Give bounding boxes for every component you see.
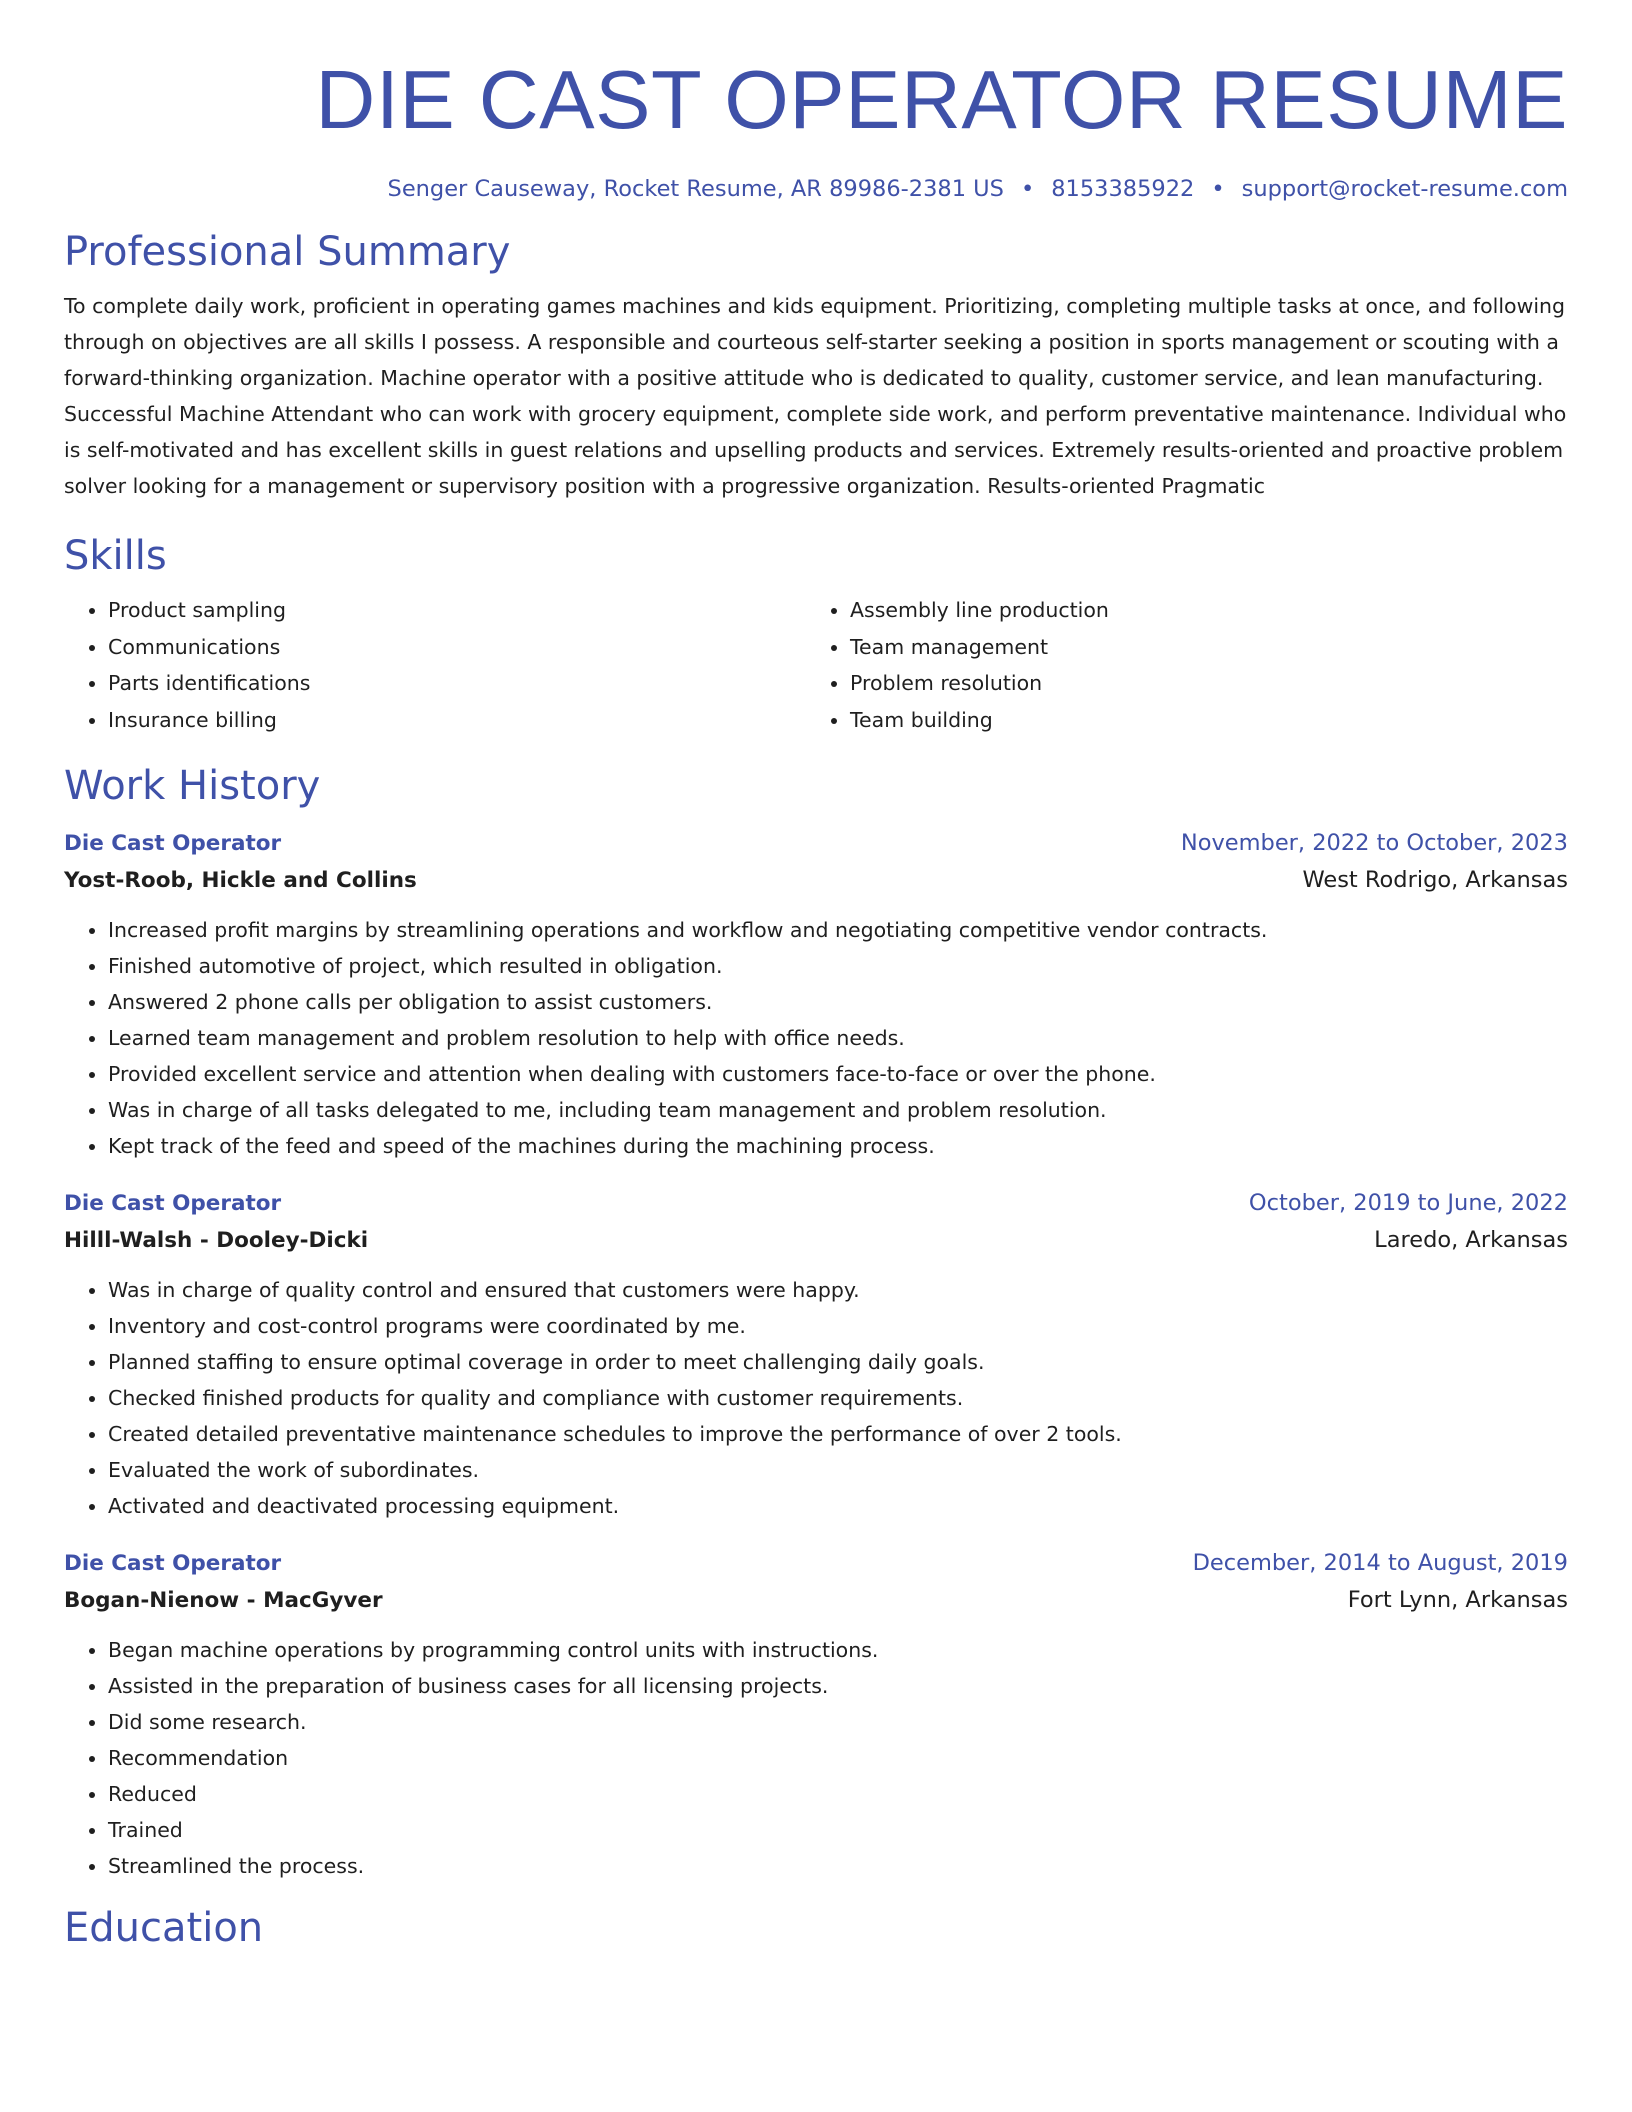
job-employer-row <box>64 1221 1568 1260</box>
job-header-row <box>64 1186 1568 1221</box>
job-entry <box>64 826 1568 1164</box>
skill-item: • Communications <box>108 629 806 666</box>
skills-list <box>64 592 1568 738</box>
skill-item: • Parts identifications <box>108 665 806 702</box>
resume-page <box>64 0 1568 1954</box>
job-dates: October, 2019 to June, 2022 <box>1248 1190 1568 1216</box>
job-bullets <box>64 1632 1568 1884</box>
job-bullet: • Created detailed preventative maintenance schedules to improve the performance of over 2 tools. <box>108 1416 1568 1452</box>
job-bullets <box>64 912 1568 1164</box>
contact-separator: • <box>1020 176 1035 202</box>
job-bullet: • Checked finished products for quality and compliance with customer requirements. <box>108 1380 1568 1416</box>
job-bullet: • Streamlined the process. <box>108 1848 1568 1884</box>
skill-item: • Problem resolution <box>850 665 1548 702</box>
job-entry <box>64 1186 1568 1524</box>
job-title: Die Cast Operator <box>64 831 282 856</box>
job-bullet: • Assisted in the preparation of business cases for all licensing projects. <box>108 1668 1568 1704</box>
resume-title: DIE CAST OPERATOR RESUME <box>315 53 1568 146</box>
skill-item: • Assembly line production <box>850 592 1548 629</box>
job-bullet: • Reduced <box>108 1776 1568 1812</box>
summary-heading: Professional Summary <box>64 229 511 275</box>
job-bullet: • Was in charge of quality control and ensured that customers were happy. <box>108 1272 1568 1308</box>
job-location: Fort Lynn, Arkansas <box>1347 1587 1568 1613</box>
job-company: Bogan-Nienow - MacGyver <box>64 1588 383 1613</box>
contact-line <box>64 174 1568 204</box>
job-bullet: • Began machine operations by programming control units with instructions. <box>108 1632 1568 1668</box>
job-bullet: • Kept track of the feed and speed of the machines during the machining process. <box>108 1128 1568 1164</box>
contact-separator: • <box>1211 176 1225 202</box>
job-bullet: • Answered 2 phone calls per obligation to assist customers. <box>108 984 1568 1020</box>
job-title: Die Cast Operator <box>64 1551 282 1576</box>
skills-column-left <box>64 592 806 738</box>
skill-item: • Product sampling <box>108 592 806 629</box>
job-bullet: • Recommendation <box>108 1740 1568 1776</box>
skill-item: • Team management <box>850 629 1548 666</box>
job-bullet: • Was in charge of all tasks delegated to me, including team management and problem resolution. <box>108 1092 1568 1128</box>
education-heading: Education <box>64 1905 264 1951</box>
summary-text: To complete daily work, proficient in operating games machines and kids equipment. Prioritizing, completing multiple tasks at once, and following through on objectives are all skills I possess. A responsible and courteous self-starter seeking a position in sports management or scouting with a forward-thinking organization. Machine operator with a positive attitude who is dedicated to quality, customer service, and lean manufacturing. Successful Machine Attendant who can work with grocery equipment, complete side work, and perform preventative maintenance. Individual who is self-motivated and has excellent skills in guest relations and upselling products and services. Extremely results-oriented and proactive problem solver looking for a management or supervisory position with a progressive organization. Results-oriented Pragmatic <box>64 294 1567 498</box>
job-location: Laredo, Arkansas <box>1374 1227 1568 1253</box>
job-header-row <box>64 826 1568 861</box>
skill-item: • Insurance billing <box>108 702 806 739</box>
job-location: West Rodrigo, Arkansas <box>1302 867 1568 893</box>
job-bullet: • Provided excellent service and attention when dealing with customers face-to-face or over the phone. <box>108 1056 1568 1092</box>
job-dates: November, 2022 to October, 2023 <box>1180 830 1568 856</box>
job-company: Hilll-Walsh - Dooley-Dicki <box>64 1228 369 1253</box>
skills-heading: Skills <box>64 533 167 579</box>
skills-column-right <box>806 592 1548 738</box>
contact-email[interactable]: support@rocket-resume.com <box>1241 176 1568 202</box>
contact-phone[interactable]: 8153385922 <box>1051 176 1195 202</box>
work-history-heading: Work History <box>64 763 321 809</box>
job-employer-row <box>64 861 1568 900</box>
job-header-row <box>64 1546 1568 1581</box>
job-bullets <box>64 1272 1568 1524</box>
job-bullet: • Trained <box>108 1812 1568 1848</box>
job-entry <box>64 1546 1568 1884</box>
job-dates: December, 2014 to August, 2019 <box>1192 1550 1568 1576</box>
job-company: Yost-Roob, Hickle and Collins <box>64 868 417 893</box>
job-title: Die Cast Operator <box>64 1191 282 1216</box>
job-bullet: • Finished automotive of project, which resulted in obligation. <box>108 948 1568 984</box>
contact-address: Senger Causeway, Rocket Resume, AR 89986-2381 US <box>387 176 1004 202</box>
job-bullet: • Increased profit margins by streamlining operations and workflow and negotiating competitive vendor contracts. <box>108 912 1568 948</box>
job-bullet: • Activated and deactivated processing equipment. <box>108 1488 1568 1524</box>
job-bullet: • Did some research. <box>108 1704 1568 1740</box>
job-bullet: • Planned staffing to ensure optimal coverage in order to meet challenging daily goals. <box>108 1344 1568 1380</box>
job-bullet: • Learned team management and problem resolution to help with office needs. <box>108 1020 1568 1056</box>
skill-item: • Team building <box>850 702 1548 739</box>
job-bullet: • Evaluated the work of subordinates. <box>108 1452 1568 1488</box>
job-bullet: • Inventory and cost-control programs were coordinated by me. <box>108 1308 1568 1344</box>
job-employer-row <box>64 1581 1568 1620</box>
